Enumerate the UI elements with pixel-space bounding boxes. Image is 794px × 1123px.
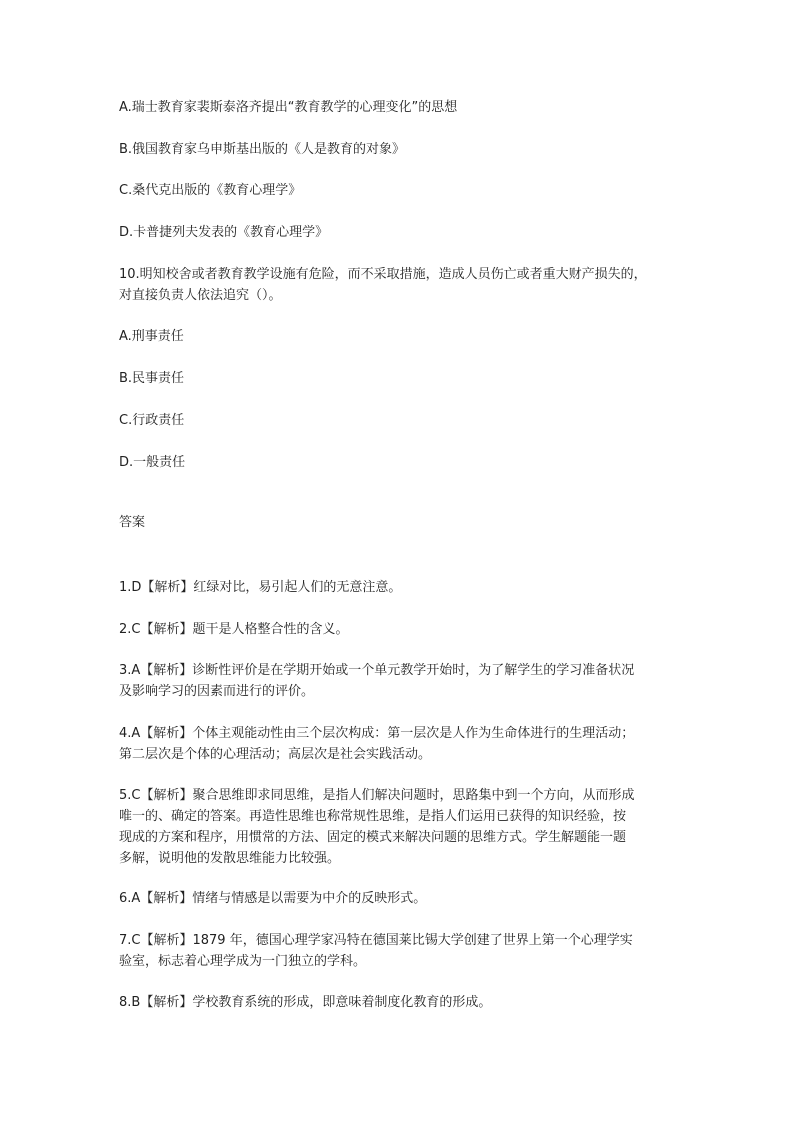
answer-8	[119, 992, 679, 1013]
answer-line: 7.C【解析】1879 年，德国心理学家冯特在德国莱比锡大学创建了世界上第一个心理学实	[119, 933, 633, 948]
answer-3	[119, 660, 679, 702]
q9-option-d: D.卡普捷列夫发表的《教育心理学》	[119, 225, 329, 240]
answers-heading: 答案	[119, 515, 146, 530]
answer-line: 多解，说明他的发散思维能力比较强。	[119, 851, 341, 866]
q10-stem-line: 对直接负责人依法追究（）。	[119, 288, 282, 303]
q10-option-d: D.一般责任	[119, 455, 186, 470]
answer-line: 2.C【解析】题干是人格整合性的含义。	[119, 622, 349, 637]
answer-1	[119, 577, 679, 598]
q10-option-b: B.民事责任	[119, 371, 185, 386]
q10-option-c: C.行政责任	[119, 413, 185, 428]
q9-option-b: B.俄国教育家乌申斯基出版的《人是教育的对象》	[119, 142, 406, 157]
answer-4	[119, 723, 679, 765]
answer-line: 4.A【解析】个体主观能动性由三个层次构成：第一层次是人作为生命体进行的生理活动；	[119, 726, 635, 741]
answer-6	[119, 888, 679, 909]
answer-line: 1.D【解析】红绿对比，易引起人们的无意注意。	[119, 580, 402, 595]
answer-line: 6.A【解析】情绪与情感是以需要为中介的反映形式。	[119, 891, 427, 906]
answer-line: 3.A【解析】诊断性评价是在学期开始或一个单元教学开始时，为了解学生的学习准备状况	[119, 663, 635, 678]
answer-line: 及影响学习的因素而进行的评价。	[119, 684, 315, 699]
answer-line: 唯一的、确定的答案。再造性思维也称常规性思维，是指人们运用已获得的知识经验，按	[119, 809, 627, 824]
answer-2	[119, 619, 679, 640]
q10-stem-line: 10.明知校舍或者教育教学设施有危险，而不采取措施，造成人员伤亡或者重大财产损失的，	[119, 267, 647, 282]
answer-line: 验室，标志着心理学成为一门独立的学科。	[119, 954, 367, 969]
answer-7	[119, 930, 679, 972]
q9-option-c: C.桑代克出版的《教育心理学》	[119, 183, 302, 198]
answer-line: 第二层次是个体的心理活动；高层次是社会实践活动。	[119, 747, 432, 762]
q10-stem	[119, 264, 679, 306]
answer-line: 8.B【解析】学校教育系统的形成，即意味着制度化教育的形成。	[119, 995, 492, 1010]
q9-option-a: A.瑞士教育家裴斯泰洛齐提出“教育教学的心理变化”的思想	[119, 100, 458, 115]
q10-option-a: A.刑事责任	[119, 329, 184, 344]
answer-line: 5.C【解析】聚合思维即求同思维，是指人们解决问题时，思路集中到一个方向，从而形成	[119, 788, 635, 803]
answer-line: 现成的方案和程序，用惯常的方法、固定的模式来解决问题的思维方式。学生解题能一题	[119, 830, 627, 845]
answer-5	[119, 785, 679, 869]
